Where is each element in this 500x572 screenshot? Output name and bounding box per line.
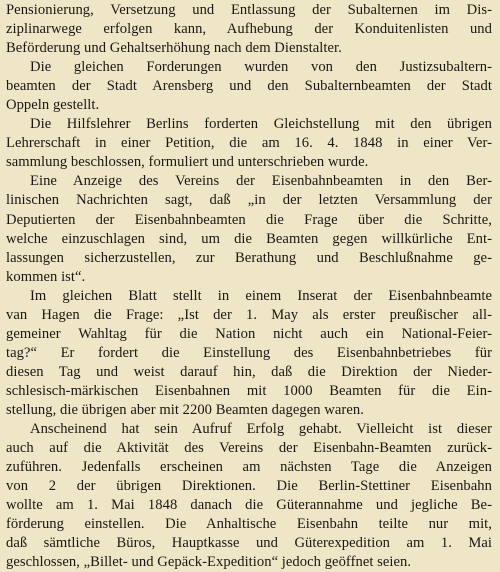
text-line: wollte am 1. Mai 1848 danach die Güterannahme und jegliche Be- [6,497,492,514]
text-line: lassungen sicherzustellen, zur Berathung und Beschlußnahme ge- [6,249,492,266]
text-line: von 2 der übrigen Direktionen. Die Berlin-Stettiner Eisenbahn [6,478,492,495]
document-text [6,1,492,572]
text-line: linischen Nachrichten sagt, daß „in der letzten Versammlung der [6,192,492,209]
text-line: van Hagen die Frage: „Ist der 1. May als erster preußischer all- [6,306,492,323]
text-line: schlesisch-märkischen Eisenbahnen mit 1000 Beamten für die Ein- [6,382,492,399]
text-line: Die Hilfslehrer Berlins forderten Gleichstellung mit den übrigen [30,116,492,133]
text-line: Die gleichen Forderungen wurden von den Justizsubaltern- [30,59,492,76]
text-line: ziplinarwege erfolgen kann, Aufhebung der Konduitenlisten und [6,21,492,38]
text-line: stellung, die übrigen aber mit 2200 Beamten dagegen waren. [6,401,364,418]
text-line: Pensionierung, Versetzung und Entlassung der Subalternen im Dis- [6,2,492,18]
text-line: förderung einstellen. Die Anhaltische Eisenbahn teilte nur mit, [6,516,492,533]
text-line: daß sämtliche Büros, Hauptkasse und Güterexpedition am 1. Mai [6,535,492,552]
text-line: zuführen. Jedenfalls erscheinen am nächsten Tage die Anzeigen [6,459,492,476]
text-line: Lehrerschaft in einer Petition, die am 16. 4. 1848 in einer Ver- [6,135,492,152]
text-line: Eine Anzeige des Vereins der Eisenbahnbeamten in den Ber- [30,173,492,190]
text-line: gemeiner Wahltag für die Nation nicht auch ein National-Feier- [6,325,492,342]
text-line: Anscheinend hat sein Aufruf Erfolg gehabt. Vielleicht ist dieser [30,421,492,438]
text-line: diesen Tag und weist darauf hin, daß die Direktion der Nieder- [6,363,492,380]
text-line: Im gleichen Blatt stellt in einem Inserat der Eisenbahnbeamte [30,287,492,304]
text-line: Deputierten der Eisenbahnbeamten die Frage über die Schritte, [6,211,492,228]
text-line: kommen ist“. [6,268,86,285]
text-line: Oppeln gestellt. [6,97,100,114]
document-page [0,1,500,571]
text-line: sammlung beschlossen, formuliert und unterschrieben wurde. [6,154,369,171]
text-line: welche einzuschlagen sind, um die Beamten gegen willkürliche Ent- [6,230,492,247]
text-line: geschlossen, „Billet- und Gepäck-Expedition“ jedoch geöffnet seien. [6,554,412,571]
text-line: beamten der Stadt Arensberg und den Subalternbeamten der Stadt [6,78,492,95]
text-line: tag?“ Er fordert die Einstellung des Eisenbahnbetriebes für [6,344,492,361]
text-line: auch auf die Aktivität des Vereins der Eisenbahn-Beamten zurück- [6,440,492,457]
text-line: Beförderung und Gehaltserhöhung nach dem Dienstalter. [6,40,342,57]
